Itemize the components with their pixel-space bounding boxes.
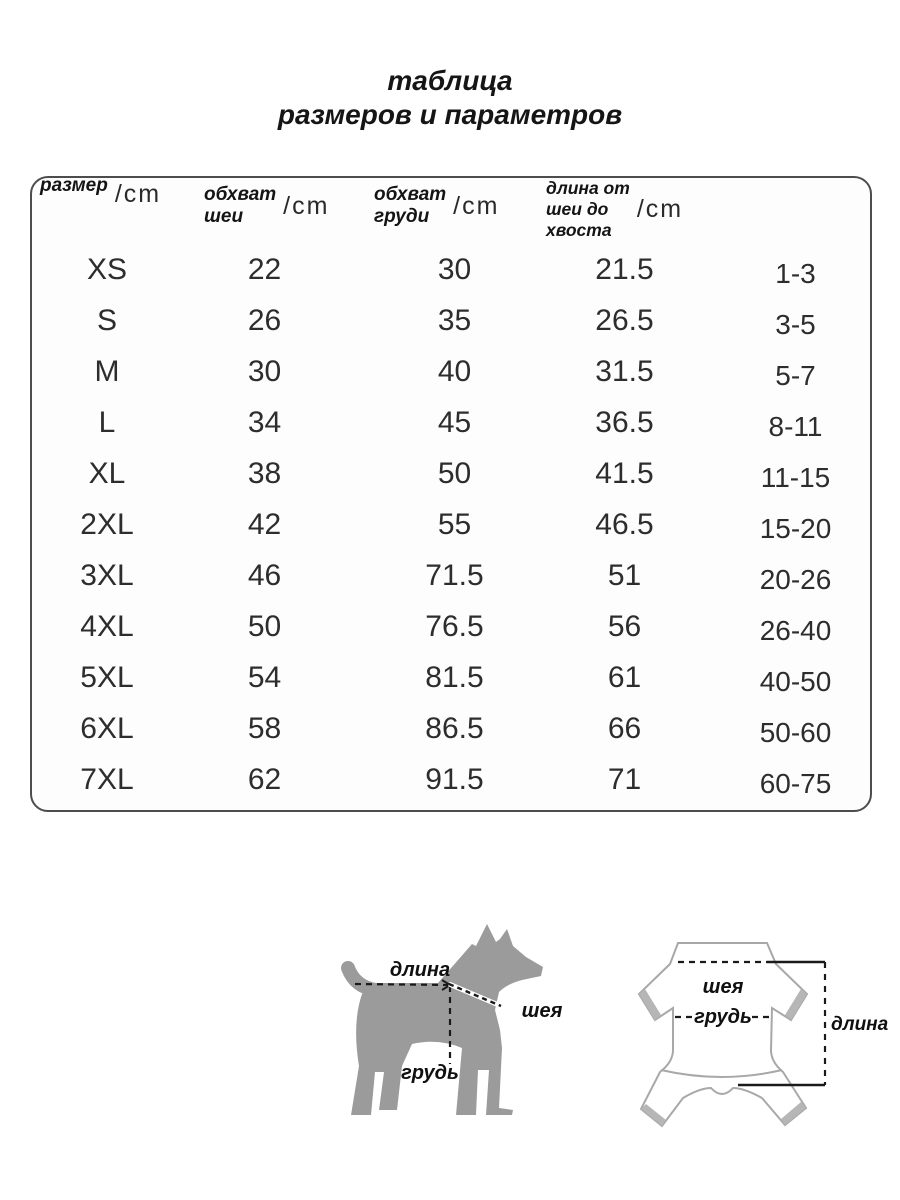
header-cell-chest xyxy=(374,184,499,228)
header-cell-size xyxy=(40,174,162,209)
dog-length-measure-line xyxy=(355,984,449,985)
page-title-line1: таблица xyxy=(387,65,513,96)
cell-chest: 81.5 xyxy=(425,660,484,694)
table-row xyxy=(32,244,870,295)
cell-weight: 3-5 xyxy=(775,309,816,340)
header-neck-unit: /cm xyxy=(283,191,330,220)
cell-neck: 42 xyxy=(247,507,282,541)
cell-size: L xyxy=(98,405,116,439)
cell-weight: 60-75 xyxy=(759,768,832,799)
table-row xyxy=(32,601,870,652)
cell-neck: 50 xyxy=(247,609,282,643)
cell-size: XL xyxy=(88,456,126,490)
table-row xyxy=(32,346,870,397)
table-row xyxy=(32,754,870,805)
cell-chest: 91.5 xyxy=(425,762,484,796)
cell-neck: 26 xyxy=(247,303,282,337)
table-row xyxy=(32,448,870,499)
cell-chest: 30 xyxy=(437,252,472,286)
table-row xyxy=(32,652,870,703)
header-cell-length xyxy=(546,178,683,241)
cell-length: 31.5 xyxy=(595,354,654,388)
cell-size: 6XL xyxy=(80,711,134,745)
cell-neck: 54 xyxy=(247,660,282,694)
dog-tail xyxy=(348,968,376,990)
cell-neck: 62 xyxy=(247,762,282,796)
table-row xyxy=(32,397,870,448)
dog-length-label: длина xyxy=(389,959,451,981)
cell-length: 51 xyxy=(607,558,642,592)
cell-weight: 8-11 xyxy=(768,411,823,442)
cell-size: 7XL xyxy=(80,762,134,796)
header-size-unit: /cm xyxy=(114,180,162,208)
cell-length: 36.5 xyxy=(595,405,654,439)
cell-weight: 26-40 xyxy=(759,615,832,646)
page-title xyxy=(0,64,900,132)
suit-outline xyxy=(639,943,807,1126)
table-row xyxy=(32,703,870,754)
size-table xyxy=(30,176,872,812)
cell-size: 3XL xyxy=(80,558,134,592)
dog-neck-label: шея xyxy=(521,1000,563,1022)
cell-weight: 50-60 xyxy=(759,717,832,748)
header-neck-label: обхват шеи xyxy=(204,184,277,227)
header-chest-label: обхват груди xyxy=(374,184,447,227)
dog-silhouette xyxy=(351,924,543,1115)
cell-neck: 58 xyxy=(247,711,282,745)
cell-length: 71 xyxy=(607,762,642,796)
cell-neck: 22 xyxy=(247,252,282,286)
cell-chest: 35 xyxy=(437,303,472,337)
cell-chest: 76.5 xyxy=(425,609,484,643)
header-size-label: размер xyxy=(40,174,108,196)
suit-chest-label: грудь xyxy=(694,1006,752,1028)
cell-size: M xyxy=(94,354,120,388)
cell-chest: 40 xyxy=(437,354,472,388)
cell-neck: 46 xyxy=(247,558,282,592)
cell-neck: 38 xyxy=(247,456,282,490)
cell-weight: 11-15 xyxy=(760,462,831,493)
header-chest-unit: /cm xyxy=(453,191,500,220)
cell-weight: 40-50 xyxy=(759,666,832,697)
cell-chest: 50 xyxy=(437,456,472,490)
table-row xyxy=(32,295,870,346)
cell-size: 4XL xyxy=(80,609,134,643)
page-title-line2: размеров и параметров xyxy=(277,99,623,130)
table-row xyxy=(32,499,870,550)
table-row xyxy=(32,550,870,601)
cell-length: 21.5 xyxy=(595,252,654,286)
cell-chest: 55 xyxy=(437,507,472,541)
cell-chest: 86.5 xyxy=(425,711,484,745)
cell-length: 41.5 xyxy=(595,456,654,490)
cell-size: 2XL xyxy=(80,507,134,541)
cell-length: 26.5 xyxy=(595,303,654,337)
cell-weight: 20-26 xyxy=(759,564,832,595)
suit-measure-diagram xyxy=(635,930,893,1145)
header-length-label: длина от шеи до хвоста xyxy=(546,178,630,240)
cell-length: 56 xyxy=(607,609,642,643)
cell-neck: 30 xyxy=(247,354,282,388)
cell-length: 66 xyxy=(607,711,642,745)
cell-chest: 71.5 xyxy=(425,558,484,592)
cell-weight: 5-7 xyxy=(775,360,816,391)
cell-chest: 45 xyxy=(437,405,472,439)
cell-neck: 34 xyxy=(247,405,282,439)
suit-length-label: длина xyxy=(831,1014,889,1035)
header-length-unit: /cm xyxy=(636,195,684,223)
cell-weight: 1-3 xyxy=(775,258,816,289)
header-cell-neck xyxy=(204,184,329,228)
cell-size: S xyxy=(96,303,117,337)
suit-neck-label: шея xyxy=(702,976,744,998)
cell-length: 61 xyxy=(607,660,642,694)
cell-length: 46.5 xyxy=(595,507,654,541)
dog-chest-label: грудь xyxy=(401,1062,459,1084)
cell-size: XS xyxy=(86,252,128,286)
dog-measure-diagram xyxy=(338,918,568,1123)
cell-weight: 15-20 xyxy=(759,513,832,544)
table-header-row xyxy=(32,174,870,244)
cell-size: 5XL xyxy=(80,660,134,694)
